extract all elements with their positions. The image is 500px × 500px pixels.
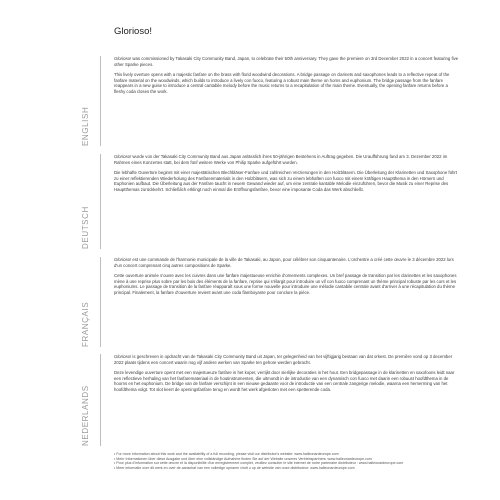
section-text (114, 56, 459, 100)
paragraph-description: Deze levendige ouverture opent met een majestueuze fanfare in het koper, verrijkt door sierlijke decoraties in het hout. Een bridgepassage in de klarinetten en saxofoons leidt naar een reflectieve herhaling van het fanfaremateriaal in de houtinstrumenten, die uitmondt in de introductie van een dynamisch con fuoco met daarin een robuust hoofdthema in de hoorns en het euphonium. De bridge van de fanfare verschijnt in een nieuwe gedaante voor de introductie van een centrale zangerige melodie, waarna een hernerming van het hoofdthema volgt. Tot slot keert de openingsfanfare terug en wordt het werk afgesloten met een spetterende coda. (114, 370, 455, 392)
page-title: Glorioso! (114, 26, 153, 37)
language-label-francais: FRANÇAIS (80, 301, 90, 347)
paragraph-description: This lively overture opens with a majestic fanfare on the brass with florid woodwind decorations. A bridge passage on clarinets and saxophones leads to a reflective repeat of the fanfare material on the woodwinds, which builds to introduce a lively con fuoco, featuring a robust main theme on horns and euphonium. The bridge passage from the fanfare reappears in a new guise to introduce a central cantabile melody before the music returns to a recapitulation of the main theme. Eventually, the opening fanfare returns before a fleshy coda closes the work. (114, 72, 450, 94)
paragraph-commission: Glorioso! is geschreven in opdracht van de Takasaki City Community Band uit Japan, ter gelegenheid van het vijftigjarig bestaan van dat orkest. De première vond op 3 december 2022 plaats tijdens een concert waarin nog vijf andere werken van Sparke ten gehore werden gebracht. (114, 354, 453, 365)
footer-notes (114, 452, 459, 471)
section-divider (100, 154, 101, 249)
section-divider (100, 56, 101, 146)
footer-note-francais: • Pour plus d'information sur cette œuvre et la disponibilité d'un enregistrement complet, veuillez consulter le site internet de notre partenaire distributeur : www.halleonardeurope.com (114, 461, 404, 466)
section-text (114, 257, 459, 301)
language-label-deutsch: DEUTSCH (80, 206, 90, 249)
footer-note-deutsch: • Mehr Informationen über diese Ausgabe und über eine vollständige Aufnahme finden Sie auf der Website unseres Vertriebspartners: www.halleonardeurope.com (114, 456, 372, 461)
section-text (114, 154, 459, 198)
paragraph-commission: Glorioso! est une commande de l'harmonie municipale de la ville de Takasaki, au Japon, pour célébrer son cinquantenaire. L'orchestre a créé cette œuvre le 3 décembre 2022 lors d'un concert comprenant cinq autres compositions de Sparke. (114, 257, 454, 268)
section-divider (100, 354, 101, 446)
paragraph-commission: Glorioso! wurde von der Takasaki City Community Band aus Japan anlässlich ihres 50-jährigen Bestehens in Auftrag gegeben. Die Uraufführung fand am 3. Dezember 2022 im Rahmen eines Konzertes statt, bei dem fünf weitere Werke von Philip Sparke aufgeführt wurden. (114, 154, 448, 165)
language-label-english: ENGLISH (80, 106, 90, 146)
language-label-nederlands: NEDERLANDS (80, 385, 90, 446)
section-text (114, 354, 459, 398)
section-divider (100, 257, 101, 347)
paragraph-commission: Glorioso! was commissioned by Takasaki City Community Band, Japan, to celebrate their 50th anniversary. They gave the premiere on 3rd December 2022 in a concert featuring five other Sparke pieces. (114, 56, 459, 67)
footer-note-nederlands: • Meer informatie over dit werk en over de aanschaf van een volledige opname vindt u op de website van onze distributeur: www.halleonardeurope.com (114, 466, 355, 471)
paragraph-description: Die lebhafte Ouvertüre beginnt mit einer majestätischen Blechbläser-Fanfare und zahlreichen Verzierungen in den Holzbläsern. Die Überleitung der Klarinetten und Saxophone führt zu einer reflektierenden Wiederholung des Fanfarenmaterials in den Holzbläsern, was sich zu einem lebhaften con fuoco mit einem kräftigen Hauptthema in den Hörnern und Euphonien aufbaut. Die Überleitung aus der Fanfare taucht in neuem Gewand wieder auf, um eine zentrale kantable Melodie einzuführen, bevor die Musik zu einer Reprise des Hauptthemas zurückkehrt. Schließlich erklingt noch einmal die Eröffnungsfanfare, bevor eine imposante Coda das Werk abschließt. (114, 170, 457, 192)
paragraph-description: Cette ouverture animée s'ouvre avec les cuivres dans une fanfare majestueuse enrichie d'ornements complexes. Un bref passage de transition par les clarinettes et les saxophones mène à une reprise plus sobre par les bois des éléments de la fanfare, reprise qui s'élargit pour introduire un vif con fuoco comprenant un thème principal robuste par les cors et les euphoniums. Le passage de transition de la fanfare réapparaît sous une forme nouvelle pour introduire une mélodie cantabile centrale avant d'arriver à une récapitulation du thème principal. Finalement, la fanfare d'ouverture revient avant une coda flamboyante pour conclure la pièce. (114, 273, 457, 295)
footer-note-english: • For more information about this work and the availability of a full recording, please visit our distributor's website: www.halleonardeurope.com (114, 452, 339, 456)
